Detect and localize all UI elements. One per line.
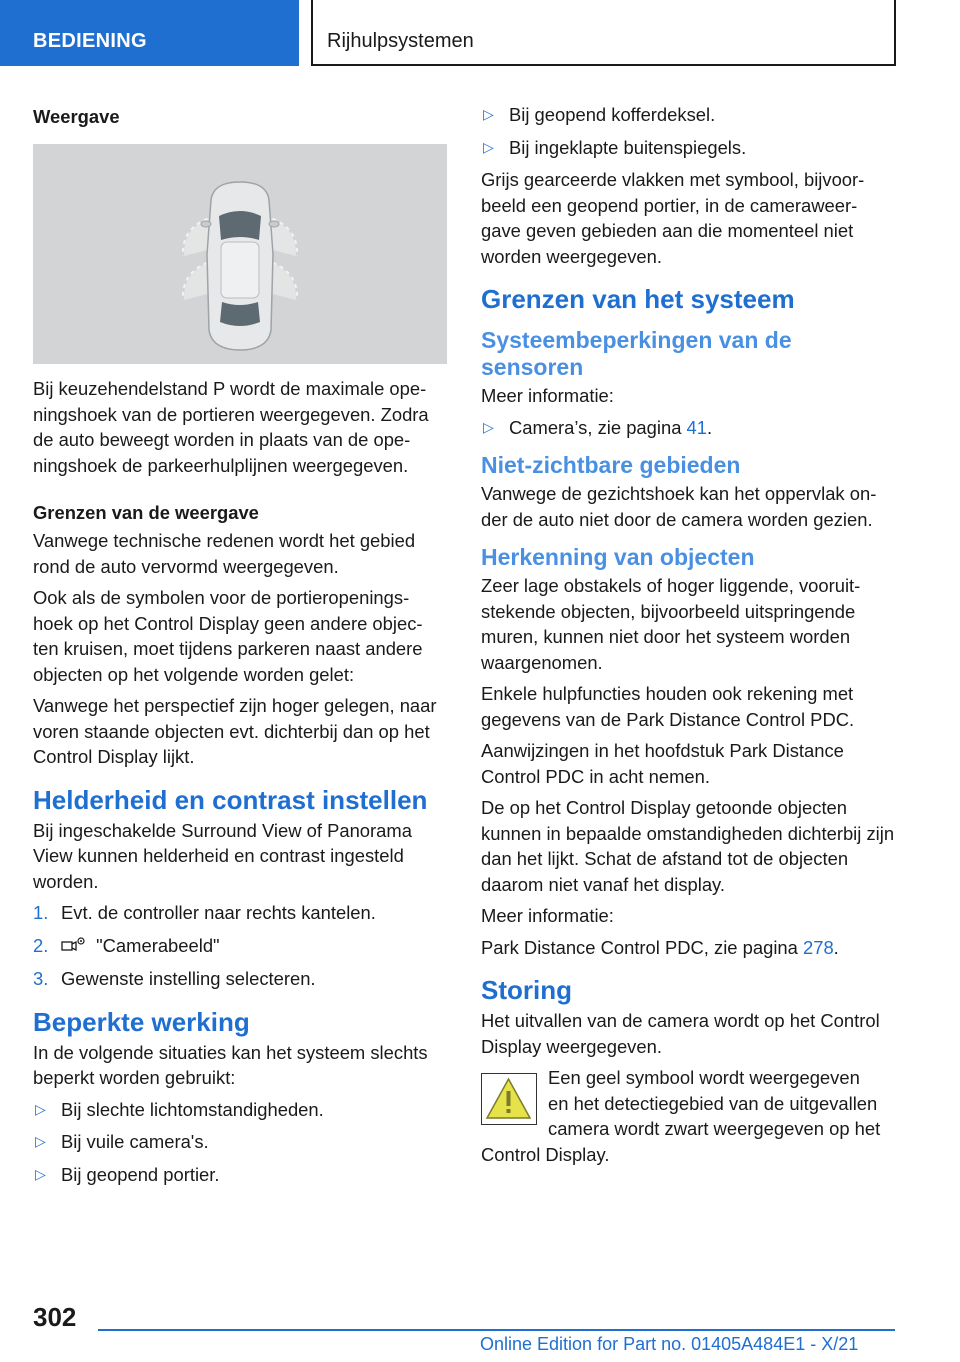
herkenning-paragraph-2: Enkele hulpfuncties houden ook rekening met gegevens van de Park Distance Control PDC.	[481, 683, 855, 730]
warning-triangle-icon	[481, 1073, 537, 1125]
left-column	[33, 102, 447, 1194]
step-item	[33, 900, 447, 926]
list-item: ▷ Bij ingeklapte buitenspiegels.	[481, 135, 895, 161]
grenzen-systeem-heading: Grenzen van het systeem	[481, 284, 795, 314]
weergave-text: Bij keuzehendelstand P wordt de maximale ope-ningshoek van de portieren weergegeven. Zodra de auto beweegt worden in plaats van de ope-ningshoek de parkeerhulplijnen weergegeven.	[33, 378, 429, 476]
list-item: ▷ Bij slechte lichtomstandigheden.	[33, 1097, 447, 1123]
warning-block	[481, 1065, 895, 1167]
footer-divider	[98, 1329, 895, 1331]
list-item: ▷ Bij vuile camera's.	[33, 1129, 447, 1155]
meer-informatie-label: Meer informatie:	[481, 385, 614, 406]
triangle-right-icon: ▷	[483, 138, 494, 155]
edition-text: Online Edition for Part no. 01405A484E1 - X/21	[480, 1334, 859, 1354]
triangle-right-icon: ▷	[35, 1100, 46, 1117]
step-item	[33, 933, 447, 960]
helderheid-heading: Helderheid en contrast instellen	[33, 784, 428, 815]
herkenning-heading: Herkenning van objecten	[481, 544, 755, 570]
storing-text: Het uitvallen van de camera wordt op het Control Display weergegeven.	[481, 1010, 880, 1057]
page-header	[0, 0, 960, 66]
triangle-right-icon: ▷	[35, 1165, 46, 1182]
page-number: 302	[33, 1302, 77, 1332]
step-number: 1.	[33, 902, 49, 923]
beperkt-list-continued	[481, 102, 895, 160]
grenzen-paragraph-1: Vanwege technische redenen wordt het gebied rond de auto vervormd weergegeven.	[33, 530, 416, 577]
surround-view-figure	[33, 144, 447, 364]
warning-text: Een geel symbool wordt weergegeven en het detectiegebied van de uitgevallen camera wordt zwart weergegeven op het Control Display.	[481, 1067, 881, 1165]
grijs-text: Grijs gearceerde vlakken met symbool, bijvoor-beeld een geopend portier, in de cameraweer-gave geven gebieden aan die momenteel niet worden weergegeven.	[481, 169, 865, 267]
camera-settings-icon	[61, 934, 91, 960]
step-item	[33, 966, 447, 992]
helderheid-steps	[33, 900, 447, 992]
herkenning-paragraph-1: Zeer lage obstakels of hoger liggende, vooruit-stekende objecten, bijvoorbeeld uitspringende muren, kunnen niet door het systeem worden waargenomen.	[481, 575, 861, 673]
list-item: ▷ Camera’s, zie pagina 41.	[481, 415, 895, 441]
triangle-right-icon: ▷	[35, 1133, 46, 1150]
step-number: 2.	[33, 934, 49, 956]
grenzen-paragraph-2: Ook als de symbolen voor de portieropenings-hoek op het Control Display geen andere objec-ten kruisen, moet tijdens parkeren naast andere objecten op het volgende worden gelet:	[33, 587, 423, 685]
chapter-tab	[311, 0, 896, 66]
section-tab	[0, 0, 299, 66]
helderheid-text: Bij ingeschakelde Surround View of Panorama View kunnen helderheid en contrast ingesteld worden.	[33, 819, 412, 892]
car-top-view-illustration	[33, 144, 447, 364]
step-text: Gewenste instelling selecteren.	[61, 968, 316, 990]
list-item: ▷ Bij geopend kofferdeksel.	[481, 102, 895, 128]
meer-informatie-label-2: Meer informatie:	[481, 905, 614, 926]
beperkt-list	[33, 1097, 447, 1188]
chapter-title: Rijhulpsystemen	[327, 30, 474, 52]
step-text: "Camerabeeld"	[96, 934, 220, 956]
grenzen-paragraph-3: Vanwege het perspectief zijn hoger gelegen, naar voren staande objecten evt. dichterbij dan op het Control Display lijkt.	[33, 695, 437, 767]
step-number: 3.	[33, 968, 49, 990]
step-text: Evt. de controller naar rechts kantelen.	[61, 902, 376, 923]
list-item: ▷ Bij geopend portier.	[33, 1162, 447, 1188]
triangle-right-icon: ▷	[483, 418, 494, 435]
right-column	[481, 102, 895, 1167]
sensoren-list	[481, 415, 895, 441]
page-link-278[interactable]: 278	[802, 936, 834, 958]
beperkt-heading: Beperkte werking	[33, 1006, 250, 1037]
beperkt-text: In de volgende situaties kan het systeem slechts beperkt worden gebruikt:	[33, 1041, 428, 1089]
storing-heading: Storing	[481, 975, 572, 1005]
herkenning-paragraph-4: De op het Control Display getoonde objecten kunnen in bepaalde omstandigheden dichterbij zijn dan het lijkt. Schat de afstand tot de objecten daarom niet vanaf het display.	[481, 797, 895, 895]
section-title: BEDIENING	[33, 30, 147, 52]
triangle-right-icon: ▷	[483, 106, 494, 122]
page-link-41[interactable]: 41	[686, 416, 707, 438]
herkenning-paragraph-3: Aanwijzingen in het hoofdstuk Park Distance Control PDC in acht nemen.	[481, 740, 844, 787]
niet-zichtbaar-text: Vanwege de gezichtshoek kan het oppervlak on-der de auto niet door de camera worden gezien.	[481, 483, 877, 530]
sensoren-heading: Systeembeperkingen van de sensoren	[481, 327, 792, 380]
grenzen-weergave-heading: Grenzen van de weergave	[33, 502, 259, 523]
pdc-reference: Park Distance Control PDC, zie pagina 278.	[481, 936, 839, 958]
niet-zichtbaar-heading: Niet-zichtbare gebieden	[481, 452, 741, 478]
weergave-heading: Weergave	[33, 106, 120, 127]
